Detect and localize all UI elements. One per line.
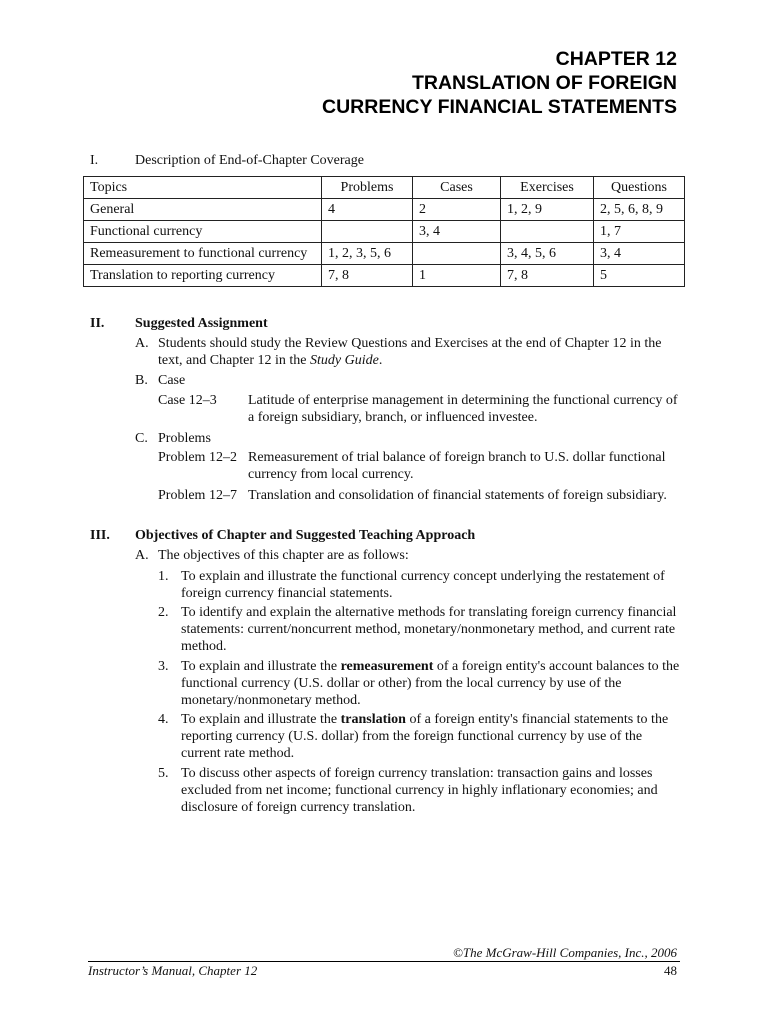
table-cell: Functional currency — [84, 221, 322, 243]
item-c-label: C. — [135, 431, 148, 446]
footer-divider — [88, 961, 680, 962]
section-1-title: Description of End-of-Chapter Coverage — [135, 153, 364, 168]
page-number: 48 — [664, 963, 677, 978]
objectives-a-label: A. — [135, 548, 149, 563]
table-cell: 2, 5, 6, 8, 9 — [594, 199, 685, 221]
case-label: Case 12–3 — [158, 393, 217, 408]
objective-5-text: To discuss other aspects of foreign currency translation: transaction gains and losses excluded from net income; functional currency in highly inflationary economies; and disclosure of foreign currency translation. — [181, 766, 658, 815]
table-cell: 7, 8 — [501, 265, 594, 287]
item-b-label: B. — [135, 373, 148, 388]
table-row — [84, 265, 685, 287]
coverage-table-header-row — [84, 177, 685, 199]
objective-4-number: 4. — [158, 712, 169, 727]
header-problems: Problems — [322, 177, 413, 199]
objective-3-text — [181, 658, 680, 709]
table-cell: 1, 2, 3, 5, 6 — [322, 243, 413, 265]
chapter-number: CHAPTER 12 — [555, 48, 677, 70]
objective-4-text — [181, 711, 680, 762]
chapter-title-line2: CURRENCY FINANCIAL STATEMENTS — [322, 96, 677, 118]
objective-3-text-start: To explain and illustrate the — [181, 659, 341, 674]
objective-2-text: To identify and explain the alternative methods for translating foreign currency financial statements: current/noncurrent method, monetary/nonmonetary method, and current rate method. — [181, 605, 677, 654]
objective-3-text-end: of a foreign entity's account balances to the functional currency (U.S. dollar or other) from the local currency by use of the monetary/nonmonetary method. — [181, 659, 680, 708]
table-row — [84, 243, 685, 265]
objectives-a-text: The objectives of this chapter are as follows: — [158, 548, 409, 563]
objective-1-text: To explain and illustrate the functional currency concept underlying the restatement of foreign currency financial statements. — [181, 569, 665, 601]
objective-3-number: 3. — [158, 659, 169, 674]
table-cell: 5 — [594, 265, 685, 287]
remeasurement-term: remeasurement — [340, 659, 434, 674]
table-row — [84, 221, 685, 243]
item-a-text — [158, 335, 680, 369]
table-cell: 3, 4 — [413, 221, 501, 243]
table-cell: 2 — [413, 199, 501, 221]
table-cell: 3, 4 — [594, 243, 685, 265]
problem-2-description: Translation and consolidation of financial statements of foreign subsidiary. — [248, 488, 667, 503]
item-b-text: Case — [158, 373, 186, 388]
objective-4-text-end: of a foreign entity's financial statements to the reporting currency (U.S. dollar) from the foreign functional currency by use of the current rate method. — [181, 712, 669, 761]
table-cell: Remeasurement to functional currency — [84, 243, 322, 265]
coverage-table — [83, 176, 685, 287]
table-cell: 1 — [413, 265, 501, 287]
objective-1-number: 1. — [158, 569, 169, 584]
item-c-text: Problems — [158, 431, 211, 446]
item-a-text-main: Students should study the Review Questions and Exercises at the end of Chapter 12 in the text, and Chapter 12 in the — [158, 336, 662, 368]
footer-manual-title: Instructor’s Manual, Chapter 12 — [88, 963, 258, 978]
translation-term: translation — [340, 712, 406, 727]
table-cell: 4 — [322, 199, 413, 221]
table-cell: 3, 4, 5, 6 — [501, 243, 594, 265]
section-2-title: Suggested Assignment — [135, 316, 268, 331]
objective-4-text-start: To explain and illustrate the — [181, 712, 341, 727]
header-exercises: Exercises — [501, 177, 594, 199]
header-topics: Topics — [84, 177, 322, 199]
table-cell — [413, 243, 501, 265]
table-row — [84, 199, 685, 221]
problem-1-description: Remeasurement of trial balance of foreign branch to U.S. dollar functional currency from local currency. — [248, 450, 666, 482]
objective-5-number: 5. — [158, 766, 169, 781]
header-questions: Questions — [594, 177, 685, 199]
copyright-notice: ©The McGraw-Hill Companies, Inc., 2006 — [453, 945, 677, 960]
chapter-heading — [322, 47, 677, 119]
chapter-title-line1: TRANSLATION OF FOREIGN — [411, 72, 677, 94]
problem-2-label: Problem 12–7 — [158, 488, 237, 503]
section-3-title: Objectives of Chapter and Suggested Teaching Approach — [135, 528, 476, 543]
table-cell: Translation to reporting currency — [84, 265, 322, 287]
table-cell: 7, 8 — [322, 265, 413, 287]
table-cell — [501, 221, 594, 243]
problem-1-label: Problem 12–2 — [158, 450, 237, 465]
case-description: Latitude of enterprise management in determining the functional currency of a foreign subsidiary, branch, or influenced investee. — [248, 393, 678, 425]
table-cell: General — [84, 199, 322, 221]
table-cell: 1, 2, 9 — [501, 199, 594, 221]
section-1-numeral: I. — [90, 153, 99, 168]
objective-2-number: 2. — [158, 605, 169, 620]
section-3-numeral: III. — [90, 528, 110, 543]
table-cell: 1, 7 — [594, 221, 685, 243]
item-a-text-end: . — [378, 353, 383, 368]
item-a-label: A. — [135, 336, 149, 351]
study-guide-title: Study Guide — [310, 353, 379, 368]
header-cases: Cases — [413, 177, 501, 199]
section-2-numeral: II. — [90, 316, 105, 331]
table-cell — [322, 221, 413, 243]
